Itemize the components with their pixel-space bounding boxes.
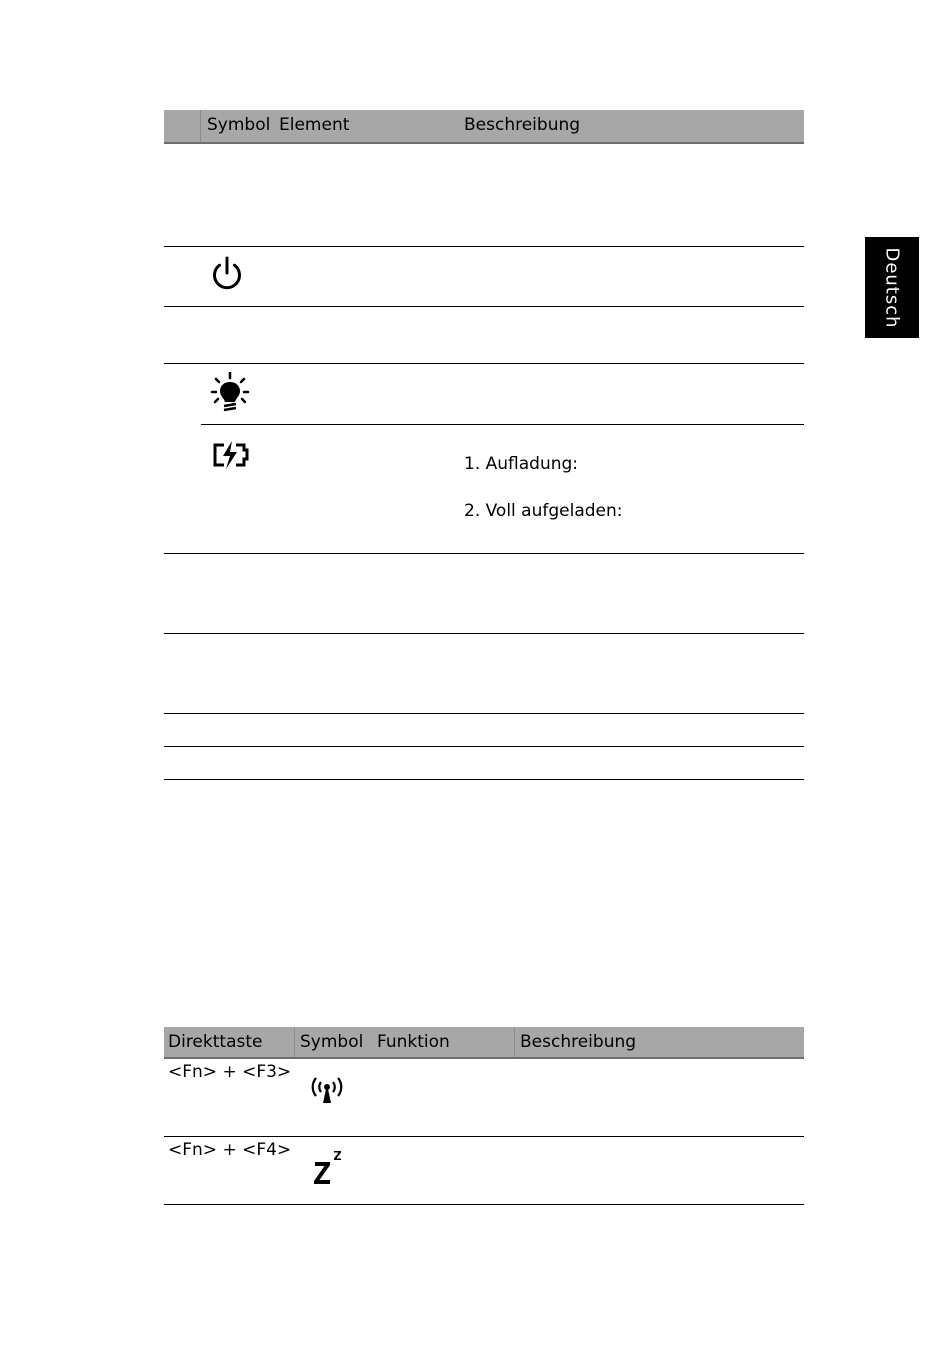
row-divider [164,246,804,247]
language-tab [865,237,919,338]
header-divider [294,1027,295,1057]
hotkey-table-header [164,1027,804,1059]
row-divider [164,633,804,634]
power-icon [209,255,245,298]
header-symbol: Symbol [207,115,271,135]
indicator-table-header [164,110,804,144]
charging-item: 1. Aufladung: [464,454,579,474]
hotkey-fn-f3: <Fn> + <F3> [168,1062,292,1082]
row-divider [164,553,804,554]
battery-charge-icon [212,440,250,475]
row-divider [164,1136,804,1137]
header-hotkey: Direkttaste [168,1032,263,1052]
row-divider [164,713,804,714]
bulb-icon [210,372,250,421]
row-divider [164,306,804,307]
header-description: Beschreibung [464,115,581,135]
header-divider [200,110,201,142]
row-divider [164,746,804,747]
language-tab-label: Deutsch [881,246,903,329]
header-symbol: Symbol [300,1032,364,1052]
wireless-icon [308,1074,346,1111]
row-divider [201,424,804,425]
row-divider [164,1204,804,1205]
hotkey-fn-f4: <Fn> + <F4> [168,1140,292,1160]
header-function: Funktion [377,1032,450,1052]
row-divider [164,779,804,780]
sleep-icon [312,1148,346,1191]
header-divider [514,1027,515,1057]
header-element: Element [279,115,350,135]
row-divider [164,363,804,364]
fully-charged-item: 2. Voll aufgeladen: [464,501,623,521]
header-description: Beschreibung [520,1032,637,1052]
